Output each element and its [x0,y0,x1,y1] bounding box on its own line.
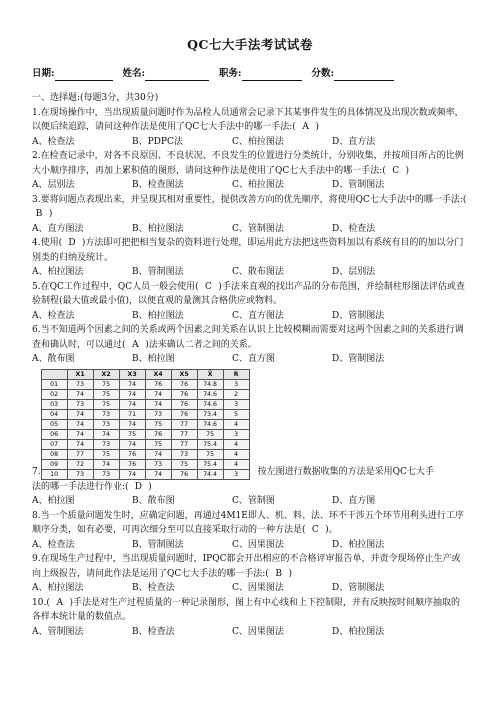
option-c[interactable]: C、柏拉图法 [232,136,284,147]
question-stem-end: )手法来直观的找出产品的分布范围，并绘制柱形图法评估或查验制程(最大值或最小值)，以便直观的量测其合格供应或物料。 [32,281,465,306]
answer-value[interactable]: A [302,122,309,132]
question-stem: 9.在现场生产过程中，当出现质量问题时，IPQC都会开出相应的不合格评审报告单，并责令现场停止生产或向上级报告，请问此作法是运用了QC七大手法的哪一手法:( [32,554,461,579]
option-d[interactable]: D、柏拉图法 [332,626,385,637]
table-cell: 06 [41,429,67,439]
table-row [41,409,249,419]
question-tail: 按左图进行数据收集的方法是采用QC七大手 [257,467,434,477]
table-cell: 74 [67,419,93,429]
score-label: 分数: [311,67,335,79]
table-row [41,439,249,449]
table-cell: 76 [119,459,145,469]
table-cell: 75 [197,449,223,459]
option-d[interactable]: D、直方法 [332,136,376,147]
table-cell: 77 [171,429,197,439]
table-cell: 75 [93,449,119,459]
answer-line: 法的哪一手法进行作业:( D ) [32,480,468,495]
question-stem: 6.当不知道两个因素之间的关系或两个因素之间关系在认识上比较模糊而需要对这两个因素之间的关系进行调查和确认时，可以通过( [32,325,464,350]
position-label: 职务: [219,67,242,79]
option-b[interactable]: B、柏拉图法 [132,310,184,321]
question-text [32,193,468,222]
options-row [32,309,468,324]
option-a[interactable]: A、检查法 [32,310,75,321]
answer-value[interactable]: B [275,568,282,579]
option-b[interactable]: B、检查图法 [132,180,184,190]
exam-page [32,38,468,639]
option-b[interactable]: B、管制图法 [132,539,184,550]
table-cell: 74.6 [197,389,223,399]
table-cell: 74 [145,399,171,409]
question-stem-end: )法来确认二者之间的关系。 [142,339,257,350]
question-text [32,323,468,352]
question-stem-end: )。 [322,525,338,535]
table-cell: 76 [119,449,145,459]
table-cell: 73 [93,469,119,479]
table-cell: 5 [223,409,249,419]
option-b[interactable]: B、管制图法 [132,267,184,277]
table-cell: 73 [145,409,171,419]
answer-value[interactable]: C [311,525,319,535]
table-cell: 74 [119,379,145,389]
name-blank[interactable] [145,70,209,81]
position-blank[interactable] [242,70,302,81]
table-cell: 75 [93,399,119,409]
table-cell: 76 [171,409,197,419]
table-header-cell: X5 [171,369,197,379]
date-label: 日期: [32,67,55,79]
question-stem: 2.在检查记录中，对各不良原因、不良状况、不良发生的位置进行分类统计，分别收集，并按项目所占的比例大小顺序排序，再加上累积值的图形，请问这种作法是使用了QC七大手法中的哪一手法:( [32,151,464,176]
table-cell: 76 [145,429,171,439]
table-cell: 72 [67,459,93,469]
table-cell: 75 [145,439,171,449]
option-b[interactable]: B、检查法 [132,626,175,637]
options-row [32,222,468,237]
option-b[interactable]: B、柏拉图 [132,354,175,364]
table-cell: 03 [41,399,67,409]
question-stem: 1.在现场操作中，当出现质量问题时作为品检人员通常会记录下其某事件发生的具体情况及出现次数或频率，以便后续追踪，请问这种作法是使用了QC七大手法中的哪一手法:( [32,107,464,132]
option-a[interactable]: A、直方图法 [32,223,84,234]
question-stem: 8.当一个质量问题发生时，应确定问题，再通过4M1E即人、机、料、法、环不干涉五个环节用利头进行工序顺序分类，如有必要，可再次细分至可以直接采取行动的一种方法是( [32,510,464,535]
option-c[interactable]: C、柏拉图法 [232,180,284,190]
table-header-cell: X1 [67,369,93,379]
answer-value[interactable]: A [56,597,63,608]
table-header-cell: R [223,369,249,379]
table-cell: 74 [93,459,119,469]
question-stem: 3.要将问题点表现出来，并呈现其相对重要性，提供改善方向的优先顺序，将使用QC七大手法中的哪一手法:( [32,194,467,205]
table-cell: 74 [145,449,171,459]
score-blank[interactable] [334,70,394,81]
table-cell: 3 [223,469,249,479]
answer-value[interactable]: B [35,209,43,219]
table-cell: 76 [145,379,171,389]
answer-value[interactable]: C [205,281,212,292]
answer-value[interactable]: C [392,165,400,176]
table-row [41,449,249,459]
table-cell: 77 [171,419,197,429]
table-cell: 74 [145,389,171,399]
table-cell: 4 [223,419,249,429]
table-row [41,469,249,479]
table-cell: 74 [119,439,145,449]
answer-value[interactable]: A [132,339,139,350]
table-cell: 76 [171,389,197,399]
table-header-cell: X4 [145,369,171,379]
name-field[interactable] [123,67,210,82]
table-cell: 75 [171,459,197,469]
table-cell: 75 [145,419,171,429]
option-d[interactable]: D、检查法 [332,223,376,234]
option-d[interactable]: D、层别法 [332,267,376,277]
option-c[interactable]: C、因果图法 [232,583,284,593]
question-stem-end: ) [402,165,410,176]
name-label: 姓名: [122,67,146,79]
options-row [32,178,468,193]
question-number: 7. [32,467,41,477]
table-cell: 75 [93,389,119,399]
table-cell: 2 [223,389,249,399]
question-9 [32,552,468,596]
table-cell: 74 [119,399,145,409]
table-cell: 74 [67,439,93,449]
option-d[interactable]: D、柏拉图法 [332,539,385,550]
table-header-cell: X2 [93,369,119,379]
table-cell: 4 [223,449,249,459]
table-cell: 3 [223,429,249,439]
table-cell: 77 [67,449,93,459]
option-b[interactable]: B、柏拉图法 [132,223,184,234]
table-cell: 04 [41,409,67,419]
table-cell: 73 [93,439,119,449]
question-stem-end: )手法是对生产过程质量的一种记录图形，图上有中心线和上下控制限，并有反映按时间顺序抽取的各样本统计量的数值点。 [32,597,461,622]
question-10 [32,596,468,640]
question-stem-end: ) [285,568,293,579]
score-field[interactable] [312,67,395,82]
question-5 [32,280,468,324]
option-b[interactable]: B、检查法 [132,583,175,593]
table-cell: 73 [67,469,93,479]
option-a[interactable]: A、柏拉图 [32,496,75,506]
options-row [32,625,468,640]
table-cell: 3 [223,379,249,389]
table-header-cell [41,369,67,379]
table-cell: 74.6 [197,399,223,409]
question-stem-end: ) [46,209,53,219]
option-a[interactable]: A、检查法 [32,539,75,550]
option-c[interactable]: C、管制图 [232,496,275,506]
table-cell: 74 [67,409,93,419]
table-cell: 74 [119,419,145,429]
table-cell: 74 [119,389,145,399]
question-text [32,280,468,309]
question-6 [32,323,468,367]
options-row [32,494,468,509]
table-cell: 73 [67,399,93,409]
option-b[interactable]: B、散布图 [132,496,175,506]
table-header-cell: X̄ [197,369,223,379]
table-row [41,459,249,469]
question-text [32,552,468,581]
table-cell: 3 [223,399,249,409]
answer-value[interactable]: D [68,238,76,248]
table-cell: 74.8 [197,379,223,389]
option-c[interactable]: C、因果图法 [232,626,284,637]
options-row [32,538,468,553]
option-c[interactable]: C、直方图法 [232,310,284,321]
table-row [41,419,249,429]
option-a[interactable]: A、管制图法 [32,626,84,637]
table-cell: 75.4 [197,459,223,469]
table-cell: 75 [93,379,119,389]
table-row [41,399,249,409]
table-cell: 74 [93,429,119,439]
table-cell: 71 [119,409,145,419]
option-a[interactable]: A、柏拉图法 [32,267,84,277]
table-header-cell: X3 [119,369,145,379]
table-cell: 74.6 [197,419,223,429]
question-text [32,106,468,135]
table-cell: 02 [41,389,67,399]
table-cell: 74 [67,429,93,439]
page-title: QC七大手法考试试卷 [187,37,313,52]
table-cell: 73 [171,449,197,459]
option-d[interactable]: D、管制图法 [332,180,385,190]
table-cell: 73 [145,459,171,469]
position-field[interactable] [219,67,302,82]
option-c[interactable]: C、管制图法 [232,223,284,234]
question-text [32,509,468,538]
table-cell: 08 [41,449,67,459]
table-cell: 73 [93,409,119,419]
date-field[interactable] [32,67,113,82]
options-row [32,581,468,596]
question-stem: 5.在QC工作过程中，QC人员一般会使用( [32,281,202,292]
question-text [32,236,468,265]
table-cell: 74 [145,469,171,479]
question-4 [32,236,468,280]
table-cell: 09 [41,459,67,469]
option-a[interactable]: A、散布图 [32,354,75,364]
table-cell: 73.4 [197,409,223,419]
options-row [32,352,468,367]
question-stem-end: ) [312,122,320,132]
question-7 [32,369,468,509]
table-cell: 01 [41,379,67,389]
question-stem: 10.( [32,597,53,608]
table-cell: 75 [197,429,223,439]
table-row-wrap [32,369,468,480]
section-heading: 一、选择题:(每题3分，共30分) [32,93,159,103]
table-cell: 4 [223,459,249,469]
table-cell: 74 [67,389,93,399]
option-d[interactable]: D、管制图法 [332,583,385,593]
question-3 [32,193,468,237]
measurement-table [41,369,250,480]
table-cell: 73 [67,379,93,389]
question-stem-end: )方法即可把把相当复杂的资料进行处理，即运用此方法把这些资料加以有系统有目的的加以分门别类的归纳及统计。 [32,238,464,263]
option-a[interactable]: A、检查法 [32,136,75,147]
table-cell: 07 [41,439,67,449]
table-row [41,379,249,389]
table-cell: 05 [41,419,67,429]
question-text [32,149,468,178]
option-a[interactable]: A、柏拉图法 [32,583,84,593]
date-blank[interactable] [55,70,113,81]
question-text [32,596,468,625]
table-cell: 75.4 [197,439,223,449]
table-cell: 77 [171,439,197,449]
question-list [32,106,468,640]
table-row [41,429,249,439]
table-cell: 73 [93,419,119,429]
option-c[interactable]: C、散布图法 [232,267,284,277]
option-d[interactable]: D、管制图法 [332,310,385,321]
option-a[interactable]: A、层别法 [32,180,75,190]
table-cell: 10 [41,469,67,479]
option-c[interactable]: C、直方图 [232,354,275,364]
option-d[interactable]: D、管制图法 [332,354,385,364]
option-b[interactable]: B、PDPC法 [132,136,183,147]
question-8 [32,509,468,553]
answer-value[interactable]: D [134,481,143,492]
table-cell: 74 [119,469,145,479]
options-row [32,135,468,150]
option-c[interactable]: C、因果图法 [232,539,284,550]
table-row [41,389,249,399]
table-cell: 74.4 [197,469,223,479]
table-cell: 75 [119,429,145,439]
info-row [32,67,468,82]
table-cell: 76 [171,469,197,479]
table-cell: 4 [223,439,249,449]
question-2 [32,149,468,193]
question-1 [32,106,468,150]
table-cell: 76 [171,379,197,389]
options-row [32,265,468,280]
table-cell: 76 [171,399,197,409]
question-stem: 4.使用( [32,238,65,248]
option-d[interactable]: D、直方图 [332,496,376,506]
answer-close: ) [145,481,152,492]
